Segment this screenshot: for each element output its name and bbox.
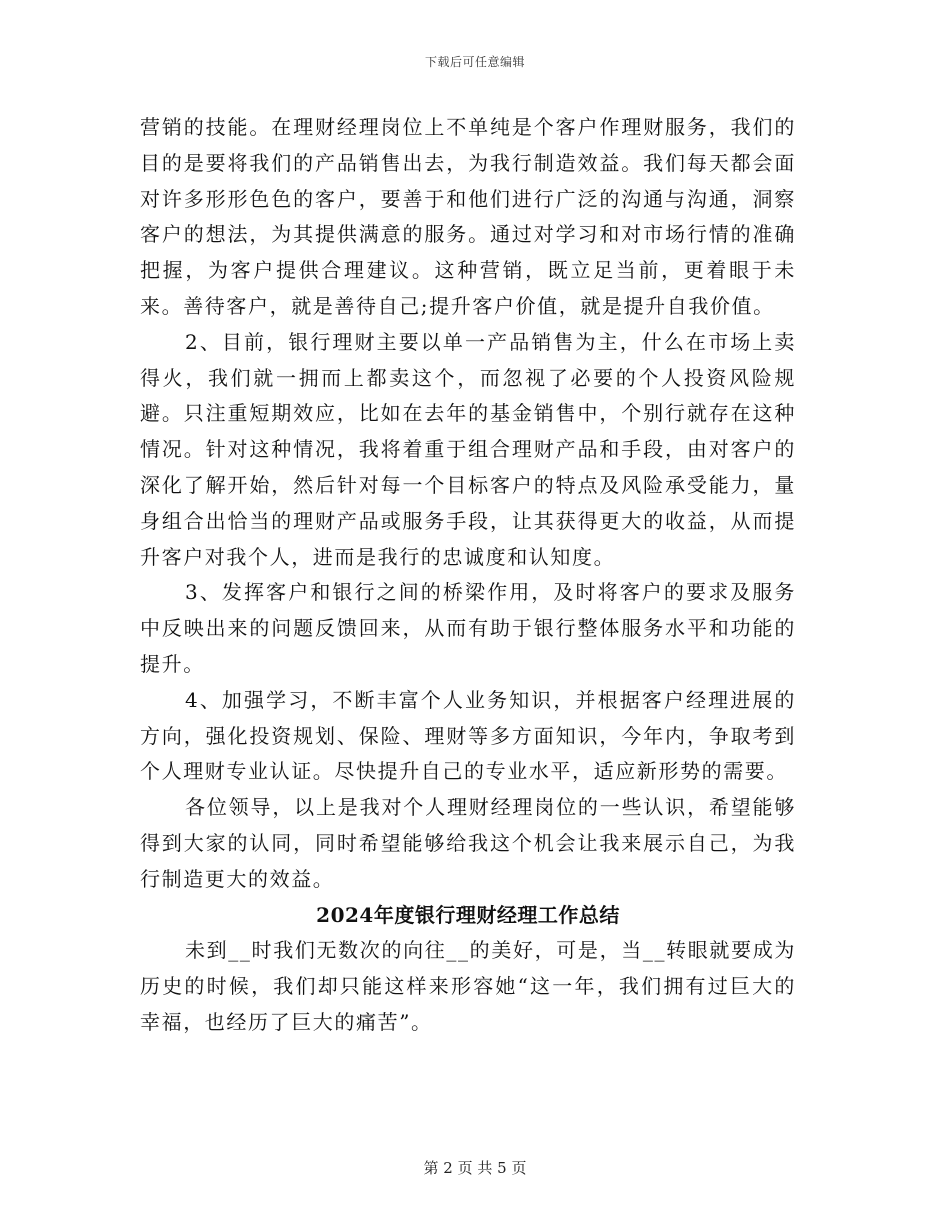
body-paragraph: 营销的技能。在理财经理岗位上不单纯是个客户作理财服务，我们的目的是要将我们的产品销售出去，为我行制造效益。我们每天都会面对许多形形色色的客户，要善于和他们进行广泛的沟通与沟通，洞察客户的想法，为其提供满意的服务。通过对学习和对市场行情的准确把握，为客户提供合理建议。这种营销，既立足当前，更着眼于未来。善待客户，就是善待自己;提升客户价值，就是提升自我价值。: [140, 115, 796, 318]
body-paragraph: 未到__时我们无数次的向往__的美好，可是，当__转眼就要成为历史的时候，我们却只能这样来形容她“这一年，我们拥有过巨大的幸福，也经历了巨大的痛苦”。: [140, 938, 796, 1034]
page-footer: 第 2 页 共 5 页: [423, 1159, 527, 1177]
section-title: 2024年度银行理财经理工作总结: [316, 902, 620, 927]
body-paragraph: 2、目前，银行理财主要以单一产品销售为主，什么在市场上卖得火，我们就一拥而上都卖这个，而忽视了必要的个人投资风险规避。只注重短期效应，比如在去年的基金销售中，个别行就存在这种情况。针对这种情况，我将着重于组合理财产品和手段，由对客户的深化了解开始，然后针对每一个目标客户的特点及风险承受能力，量身组合出恰当的理财产品或服务手段，让其获得更大的收益，从而提升客户对我个人，进而是我行的忠诚度和认知度。: [140, 329, 796, 569]
body-paragraph: 各位领导，以上是我对个人理财经理岗位的一些认识，希望能够得到大家的认同，同时希望能够给我这个机会让我来展示自己，为我行制造更大的效益。: [140, 795, 796, 891]
body-paragraph: 4、加强学习，不断丰富个人业务知识，并根据客户经理进展的方向，强化投资规划、保险、理财等多方面知识，今年内，争取考到个人理财专业认证。尽快提升自己的专业水平，适应新形势的需要。: [140, 687, 796, 784]
body-paragraph: 3、发挥客户和银行之间的桥梁作用，及时将客户的要求及服务中反映出来的问题反馈回来，从而有助于银行整体服务水平和功能的提升。: [140, 580, 796, 676]
document-body: [140, 110, 796, 1041]
page-header: 下载后可任意编辑: [424, 55, 525, 69]
